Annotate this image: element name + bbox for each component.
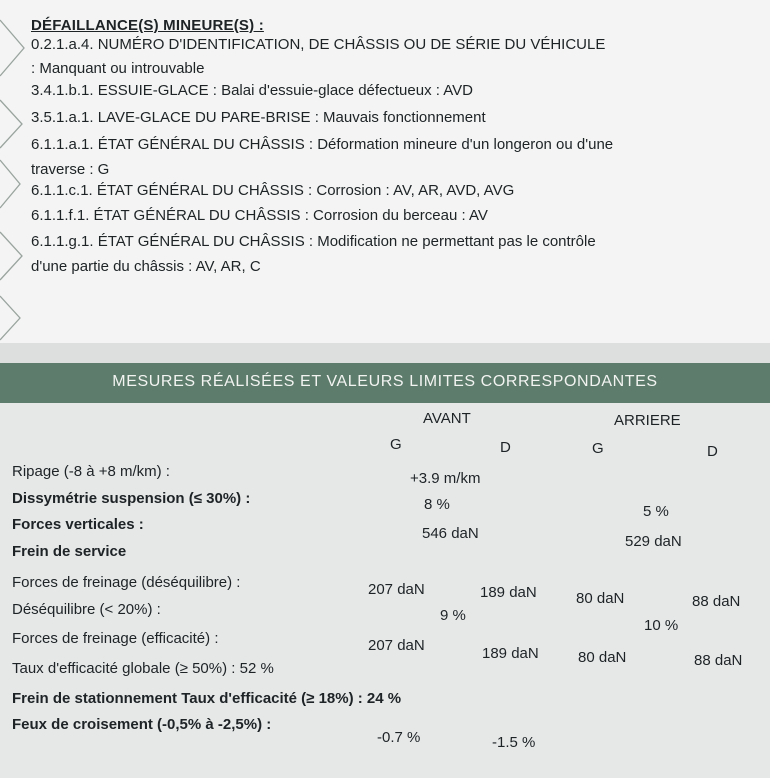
forces-verticales-label: Forces verticales : bbox=[12, 516, 144, 533]
header-rear-right: D bbox=[707, 443, 718, 460]
header-front: AVANT bbox=[423, 410, 471, 427]
forces-desequilibre-value: 88 daN bbox=[692, 593, 741, 610]
defect-line: d'une partie du châssis : AV, AR, C bbox=[31, 258, 261, 275]
frein-service-label: Frein de service bbox=[12, 543, 127, 560]
defect-line: 0.2.1.a.4. NUMÉRO D'IDENTIFICATION, DE CHÂSSIS OU DE SÉRIE DU VÉHICULE bbox=[31, 36, 606, 53]
defect-line: 6.1.1.c.1. ÉTAT GÉNÉRAL DU CHÂSSIS : Corrosion : AV, AR, AVD, AVG bbox=[31, 182, 515, 199]
dissymetrie-rear: 5 % bbox=[643, 503, 669, 520]
desequilibre-front: 9 % bbox=[440, 607, 466, 624]
defect-line: 3.5.1.a.1. LAVE-GLACE DU PARE-BRISE : Mauvais fonctionnement bbox=[31, 109, 486, 126]
header-front-right: D bbox=[500, 439, 511, 456]
defect-line: 6.1.1.g.1. ÉTAT GÉNÉRAL DU CHÂSSIS : Modification ne permettant pas le contrôle bbox=[31, 233, 596, 250]
header-rear-left: G bbox=[592, 440, 604, 457]
ripage-label: Ripage (-8 à +8 m/km) : bbox=[12, 463, 170, 480]
desequilibre-rear: 10 % bbox=[644, 617, 679, 634]
defect-line: traverse : G bbox=[31, 161, 110, 178]
forces-efficacite-value: 88 daN bbox=[694, 652, 743, 669]
defect-line: 6.1.1.f.1. ÉTAT GÉNÉRAL DU CHÂSSIS : Corrosion du berceau : AV bbox=[31, 207, 488, 224]
forces-efficacite-value: 80 daN bbox=[578, 649, 627, 666]
forces-verticales-rear: 529 daN bbox=[625, 533, 682, 550]
header-rear: ARRIERE bbox=[614, 412, 681, 429]
dissymetrie-front: 8 % bbox=[424, 496, 450, 513]
defect-line: 3.4.1.b.1. ESSUIE-GLACE : Balai d'essuie-glace défectueux : AVD bbox=[31, 82, 473, 99]
forces-desequilibre-label: Forces de freinage (déséquilibre) : bbox=[12, 574, 241, 591]
forces-efficacite-value: 207 daN bbox=[368, 637, 425, 654]
forces-desequilibre-value: 80 daN bbox=[576, 590, 625, 607]
dissymetrie-label: Dissymétrie suspension (≤ 30%) : bbox=[12, 490, 251, 507]
section-separator bbox=[0, 343, 770, 363]
taux-global-label: Taux d'efficacité globale (≥ 50%) : 52 % bbox=[12, 660, 274, 677]
desequilibre-label: Déséquilibre (< 20%) : bbox=[12, 601, 161, 618]
measures-title: MESURES RÉALISÉES ET VALEURS LIMITES CORRESPONDANTES bbox=[112, 373, 658, 390]
defect-line: : Manquant ou introuvable bbox=[31, 60, 205, 77]
feux-label: Feux de croisement (-0,5% à -2,5%) : bbox=[12, 716, 272, 733]
header-front-left: G bbox=[390, 436, 402, 453]
defects-title: DÉFAILLANCE(S) MINEURE(S) : bbox=[31, 17, 264, 34]
forces-efficacite-value: 189 daN bbox=[482, 645, 539, 662]
frein-stationnement-label: Frein de stationnement Taux d'efficacité (≥ 18%) : 24 % bbox=[12, 690, 402, 707]
forces-verticales-front: 546 daN bbox=[422, 525, 479, 542]
forces-desequilibre-value: 207 daN bbox=[368, 581, 425, 598]
feux-left: -0.7 % bbox=[377, 729, 421, 746]
ripage-value: +3.9 m/km bbox=[410, 470, 481, 487]
forces-desequilibre-value: 189 daN bbox=[480, 584, 537, 601]
forces-efficacite-label: Forces de freinage (efficacité) : bbox=[12, 630, 219, 647]
feux-right: -1.5 % bbox=[492, 734, 536, 751]
defect-line: 6.1.1.a.1. ÉTAT GÉNÉRAL DU CHÂSSIS : Déformation mineure d'un longeron ou d'une bbox=[31, 136, 614, 153]
